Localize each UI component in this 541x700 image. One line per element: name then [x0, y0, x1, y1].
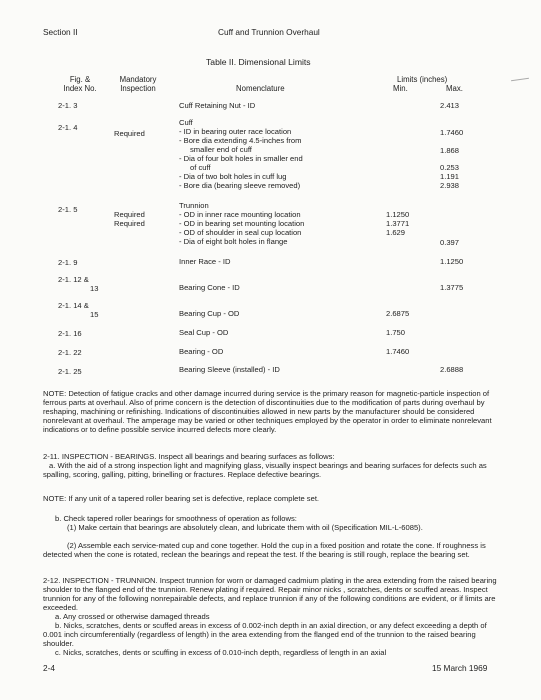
- col-header-nomenclature: Nomenclature: [236, 84, 285, 93]
- margin-mark: [511, 78, 529, 81]
- para-2-12-b: b. Nicks, scratches, dents or scuffed areas in excess of 0.002-inch depth in an axial direction, or any defect exceeding a depth of 0.001 inch circumferentially (regardless of length) in the area extending from the flanged end of the trunnion to the raised bearing shoulder.: [43, 621, 487, 649]
- para-2-12-a: a. Any crossed or otherwise damaged threads: [55, 612, 210, 621]
- col-header-max: Max.: [446, 84, 463, 93]
- col-header-mandatory: Mandatory Inspection: [119, 75, 157, 94]
- issue-date: 15 March 1969: [432, 663, 488, 673]
- para-2-11-b: b. Check tapered roller bearings for smoothness of operation as follows:: [55, 514, 297, 523]
- para-2-12-heading: 2-12. INSPECTION - TRUNNION. Inspect trunnion for worn or damaged cadmium plating in the area extending from the raised bearing shoulder to the flanged end of the trunnion. Renew plating if required. Repair minor nicks , scratches, dents or scuffed areas. Inspect trunnion for any of the following nonrepairable defects, and replace trunnion if any of the following conditions are evident, or if limits are exceeded.: [43, 576, 497, 613]
- col-header-min: Min.: [393, 84, 408, 93]
- para-2-11-a: a. With the aid of a strong inspection light and magnifying glass, visually inspect bearings and bearing surfaces for defects such as spalling, scoring, galling, pitting, brinelling or fractures. Replace defective bearings.: [43, 461, 487, 480]
- section-label: Section II: [43, 27, 78, 37]
- note-bearing-set: NOTE: If any unit of a tapered roller bearing set is defective, replace complete set.: [43, 494, 320, 503]
- note-magnetic-particle: NOTE: Detection of fatigue cracks and other damage incurred during service is the primary reason for magnetic-particle inspection of ferrous parts at overhaul. Also of prime concern is the detection of discontinuities due to the modification of parts during overhaul by reshaping, machining or refinishing. Indications of discontinuities allowed in new parts by the manufacturer should be considered nonrelevant at overhaul. The amperage may be varied or other techniques employed by the operator in order to eliminate nonrelevant indications or to define possible service incurred defects more clearly.: [43, 389, 492, 435]
- page-number: 2-4: [43, 663, 55, 673]
- page-header-title: Cuff and Trunnion Overhaul: [218, 27, 320, 37]
- col-header-fig: Fig. & Index No.: [63, 75, 97, 94]
- para-2-11-heading: 2-11. INSPECTION - BEARINGS. Inspect all bearings and bearing surfaces as follows:: [43, 452, 335, 461]
- para-2-12-c: c. Nicks, scratches, dents or scuffing in excess of 0.010-inch depth, regardless of length in an axial: [55, 648, 387, 657]
- para-2-11-b-2: (2) Assemble each service-mated cup and cone together. Hold the cup in a fixed position and rotate the cone. If roughness is detected when the cone is rotated, reclean the bearings and repeat the test. If the bearing is still rough, replace the bearing set.: [43, 541, 486, 560]
- para-2-11-b-1: (1) Make certain that bearings are absolutely clean, and lubricate them with oil (Specification MIL-L-6085).: [67, 523, 423, 532]
- table-title: Table II. Dimensional Limits: [206, 57, 311, 67]
- col-header-limits: Limits (inches): [397, 75, 448, 84]
